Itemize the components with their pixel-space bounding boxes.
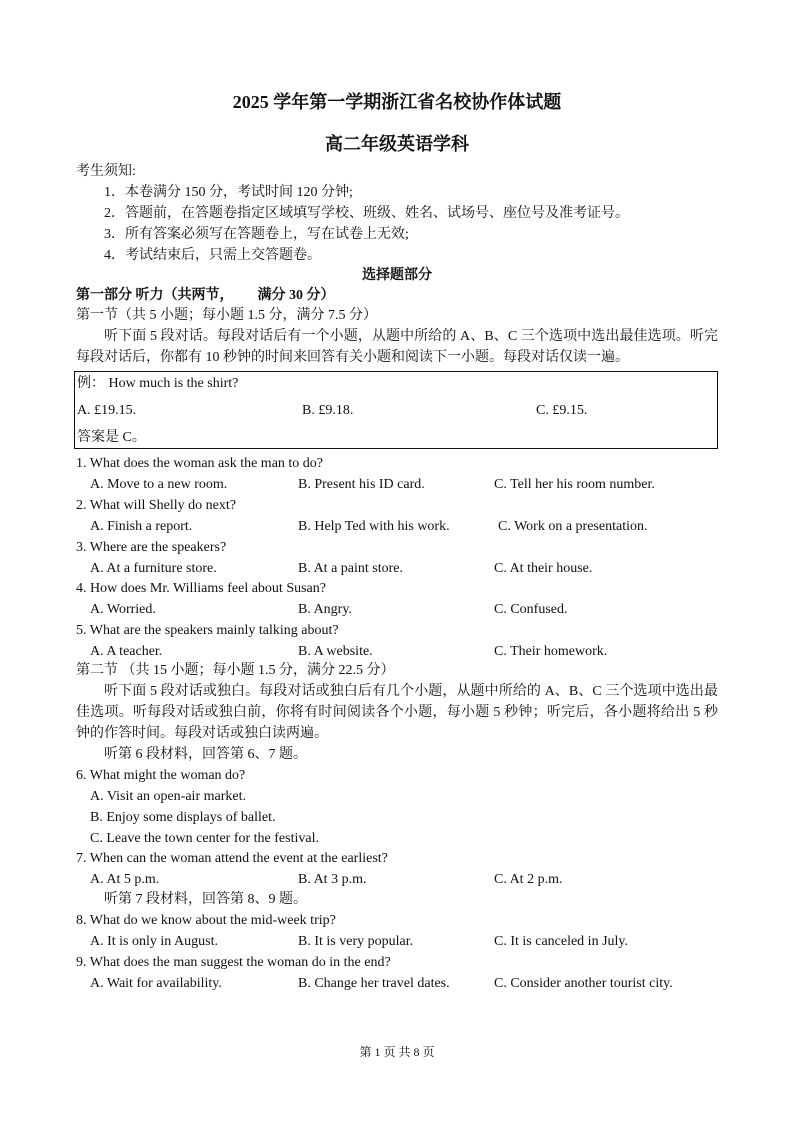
section1-instructions-text: 听下面 5 段对话。每段对话后有一个小题，从题中所给的 A、B、C 三个选项中选出最佳选项。听完每段对话后，你都有 10 秒钟的时间来回答有关小题和阅读下一小题。每段对话仅读一遍。 xyxy=(76,329,718,365)
material-6-note: 听第 6 段材料，回答第 6、7 题。 xyxy=(104,747,307,762)
question-3: 3. Where are the speakers? xyxy=(76,540,227,555)
q2-option-a: A. Finish a report. xyxy=(90,519,193,534)
question-1: 1. What does the woman ask the man to do? xyxy=(76,456,324,471)
part1-heading-a: 第一部分 听力（共两节， xyxy=(76,288,234,303)
notice-item: 3．所有答案必须写在答题卷上，写在试卷上无效; xyxy=(104,227,409,242)
example-answer: 答案是 C。 xyxy=(77,430,146,445)
exam-title: 2025 学年第一学期浙江省名校协作体试题 xyxy=(232,92,562,112)
q4-option-a: A. Worried. xyxy=(90,602,156,617)
q3-option-a: A. At a furniture store. xyxy=(90,561,217,576)
q3-option-c: C. At their house. xyxy=(494,561,593,576)
q4-option-c: C. Confused. xyxy=(494,602,568,617)
example-question: 例： How much is the shirt? xyxy=(77,376,239,391)
exam-subtitle: 高二年级英语学科 xyxy=(325,134,469,154)
question-8: 8. What do we know about the mid-week trip? xyxy=(76,913,336,928)
q1-option-c: C. Tell her his room number. xyxy=(494,477,655,492)
q9-option-c: C. Consider another tourist city. xyxy=(494,976,673,991)
section2-heading: 第二节 （共 15 小题；每小题 1.5 分，满分 22.5 分） xyxy=(76,663,395,678)
q5-option-c: C. Their homework. xyxy=(494,644,608,659)
question-2: 2. What will Shelly do next? xyxy=(76,498,236,513)
notice-heading: 考生须知: xyxy=(76,164,136,179)
question-5: 5. What are the speakers mainly talking about? xyxy=(76,623,339,638)
section1-instructions xyxy=(76,326,718,368)
section-label: 选择题部分 xyxy=(362,268,432,283)
q9-option-b: B. Change her travel dates. xyxy=(298,976,450,991)
example-option-a: A. £19.15. xyxy=(77,403,137,418)
q5-option-a: A. A teacher. xyxy=(90,644,163,659)
q1-option-a: A. Move to a new room. xyxy=(90,477,228,492)
question-7: 7. When can the woman attend the event at the earliest? xyxy=(76,851,388,866)
q7-option-a: A. At 5 p.m. xyxy=(90,872,160,887)
part1-heading-b: 满分 30 分） xyxy=(257,288,335,303)
q6-option-c: C. Leave the town center for the festival. xyxy=(90,831,319,846)
q8-option-c: C. It is canceled in July. xyxy=(494,934,629,949)
q8-option-a: A. It is only in August. xyxy=(90,934,218,949)
example-option-c: C. £9.15. xyxy=(536,403,588,418)
q7-option-b: B. At 3 p.m. xyxy=(298,872,367,887)
material-7-note: 听第 7 段材料，回答第 8、9 题。 xyxy=(104,892,307,907)
q4-option-b: B. Angry. xyxy=(298,602,352,617)
q6-option-b: B. Enjoy some displays of ballet. xyxy=(90,810,276,825)
part1-heading xyxy=(76,287,335,305)
q3-option-b: B. At a paint store. xyxy=(298,561,403,576)
q9-option-a: A. Wait for availability. xyxy=(90,976,222,991)
notice-item: 4．考试结束后，只需上交答题卷。 xyxy=(104,248,321,263)
q7-option-c: C. At 2 p.m. xyxy=(494,872,563,887)
q1-option-b: B. Present his ID card. xyxy=(298,477,425,492)
question-9: 9. What does the man suggest the woman do in the end? xyxy=(76,955,391,970)
q2-option-c: C. Work on a presentation. xyxy=(498,519,648,534)
q2-option-b: B. Help Ted with his work. xyxy=(298,519,450,534)
question-6: 6. What might the woman do? xyxy=(76,768,246,783)
example-option-b: B. £9.18. xyxy=(302,403,354,418)
q5-option-b: B. A website. xyxy=(298,644,373,659)
section1-heading: 第一节（共 5 小题；每小题 1.5 分，满分 7.5 分） xyxy=(76,308,377,323)
section2-instructions xyxy=(76,681,718,744)
notice-item: 1．本卷满分 150 分，考试时间 120 分钟; xyxy=(104,185,353,200)
q6-option-a: A. Visit an open-air market. xyxy=(90,789,246,804)
q8-option-b: B. It is very popular. xyxy=(298,934,414,949)
notice-item: 2．答题前，在答题卷指定区域填写学校、班级、姓名、试场号、座位号及准考证号。 xyxy=(104,206,629,221)
question-4: 4. How does Mr. Williams feel about Susan? xyxy=(76,581,326,596)
page-footer: 第 1 页 共 8 页 xyxy=(359,1045,435,1059)
section2-instructions-text: 听下面 5 段对话或独白。每段对话或独白后有几个小题，从题中所给的 A、B、C 三个选项中选出最佳选项。听每段对话或独白前，你将有时间阅读各个小题，每小题 5 秒钟；听完后，各小题将给出 5 秒钟的作答时间。每段对话或独白读两遍。 xyxy=(76,684,718,741)
